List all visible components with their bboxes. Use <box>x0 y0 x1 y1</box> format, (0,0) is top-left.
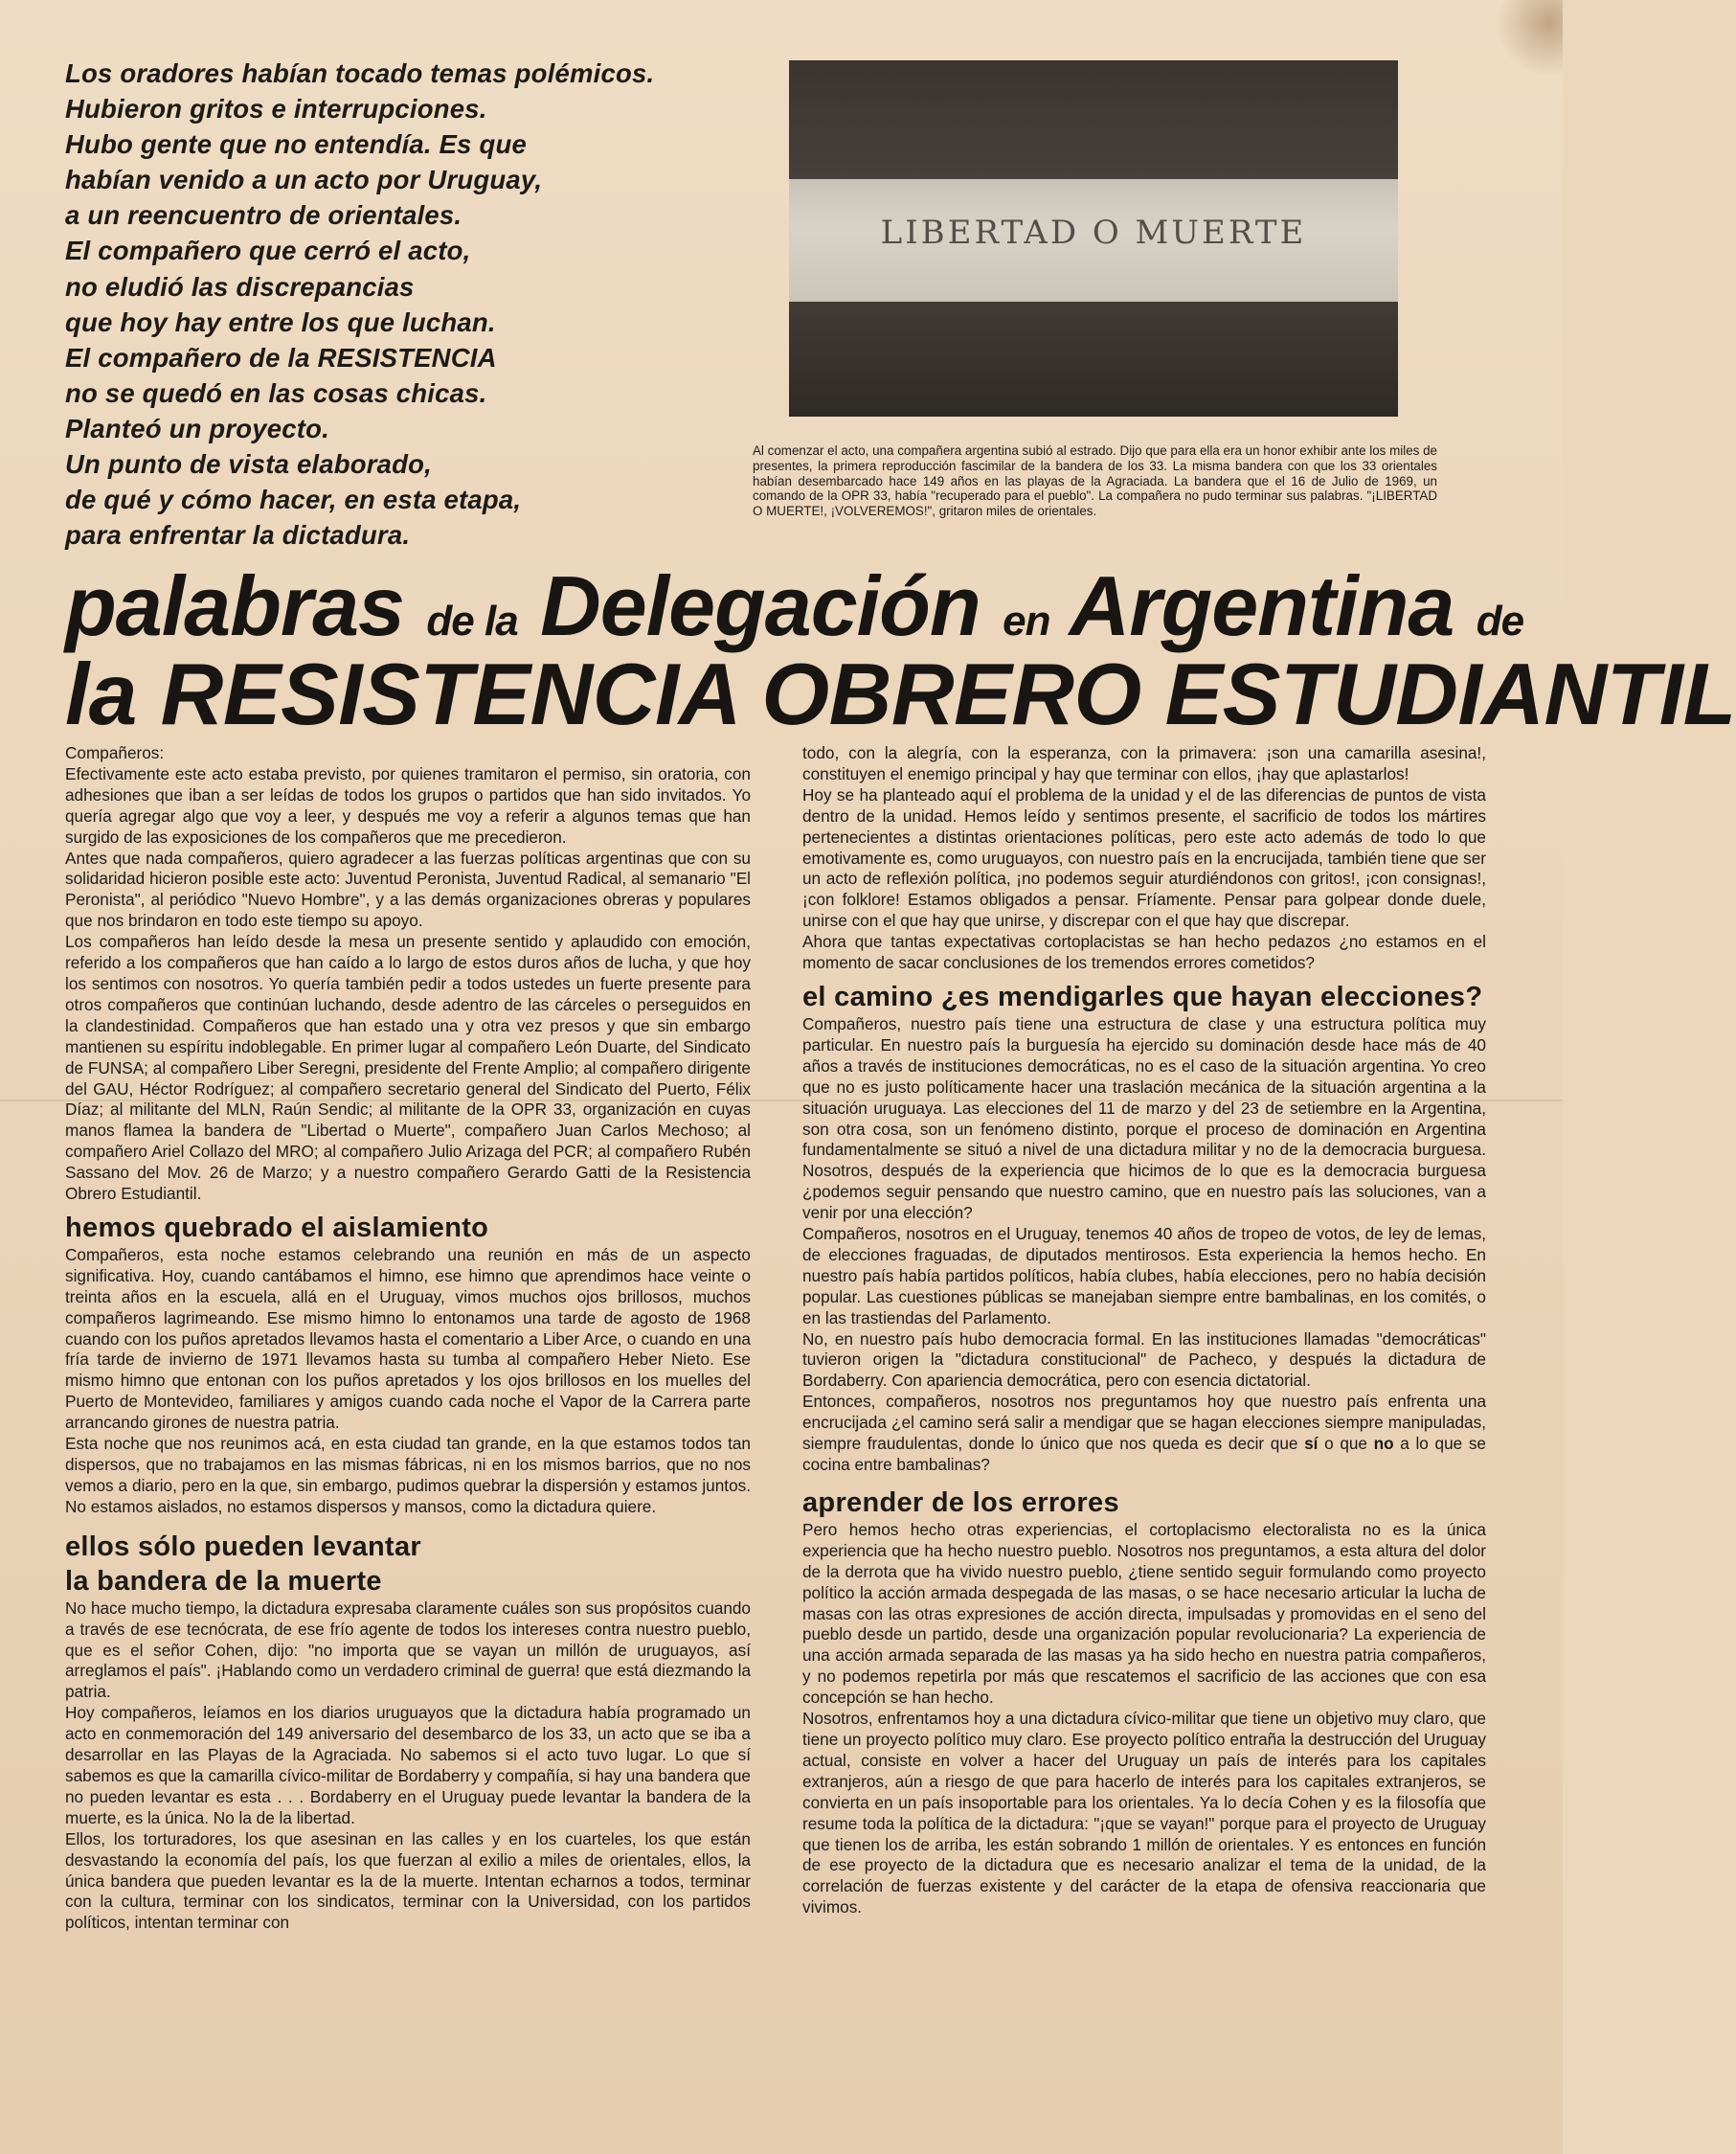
paragraph: Ahora que tantas expectativas cortoplacistas se han hecho pedazos ¿no estamos en el momento de sacar conclusiones de los tremendos errores cometidos? <box>802 932 1486 973</box>
intro-line: de qué y cómo hacer, en esta etapa, <box>65 485 522 515</box>
flag-stripe-bottom <box>789 302 1398 417</box>
text-run-bold: sí <box>1304 1434 1319 1454</box>
paragraph: Los compañeros han leído desde la mesa un presente sentido y aplaudido con emoción, referido a los compañeros que han caído a lo largo de estos duros años de lucha, y que hoy los sentimos con nosotros. Yo quería también pedir a todos ustedes un fuerte presente para otros compañeros que continúan luchando, desde adentro de las cárceles o perseguidos en la clandestinidad. Compañeros que han estado una y otra vez presos y que sin embargo mantienen su espíritu indoblegable. En primer lugar al compañero León Duarte, del Sindicato de FUNSA; al compañero Liber Seregni, presidente del Frente Amplio; al compañero dirigente del GAU, Héctor Rodríguez; al compañero secretario general del Sindicato del Puerto, Félix Díaz; al militante del MLN, Raún Sendic; al militante de la OPR 33, organización en cuyas manos flamea la bandera de "Libertad o Muerte", compañero Juan Carlos Mechoso; al compañero Ariel Collazo del MRO; al compañero Julio Arizaga del PCR; al compañero Rubén Sassano del Mov. 26 de Marzo; y a nuestro compañero Gerardo Gatti de la Resistencia Obrero Estudiantil. <box>65 932 751 1204</box>
paragraph: Esta noche que nos reunimos acá, en esta ciudad tan grande, en la que estamos todos tan dispersos, que no trabajamos en las mismas fábricas, ni en los mismos barrios, que no nos vemos a diario, pero en la que, sin embargo, pudimos quebrar la dispersión y estamos juntos. No estamos aislados, no estamos dispersos y mansos, como la dictadura quiere. <box>65 1434 751 1516</box>
photo-caption: Al comenzar el acto, una compañera argentina subió al estrado. Dijo que para ella era un honor exhibir ante los miles de presentes, la primera reproducción fascimilar de la bandera de los 33. La misma bandera con que los 33 orientales habían desembarcado hace 149 años en las playas de la Agraciada. La bandera que el 16 de Julio de 1969, un comando de la OPR 33, había "recuperado para el pueblo". La compañera no pudo terminar sus palabras. "¡LIBERTAD O MUERTE!, ¡VOLVEREMOS!", gritaron miles de orientales. <box>753 443 1437 519</box>
intro-line: Hubo gente que no entendía. Es que <box>65 129 527 160</box>
headline-word: en <box>1003 598 1050 645</box>
paragraph: Ellos, los torturadores, los que asesinan en las calles y en los cuarteles, los que están desvastando la economía del país, los que fuerzan al exilio a miles de orientales, ellos, la única bandera que pueden levantar es la de la muerte. Intentan echarnos a todos, terminar con la cultura, terminar con los sindicatos, terminar con la Universidad, con los partidos políticos, intentan terminar con <box>65 1828 751 1933</box>
section-heading: la bandera de la muerte <box>65 1565 382 1597</box>
intro-line: no se quedó en las cosas chicas. <box>65 377 487 408</box>
flag-photo <box>789 60 1398 417</box>
paragraph: Hoy se ha planteado aquí el problema de la unidad y el de las diferencias de puntos de vista dentro de la unidad. Hemos leído y sentimos presente, el sacrificio de todos los mártires pertenecientes a distintas orientaciones políticas, pero este acto además de todo lo que emotivamente es, como uruguayos, con nuestro país en la encrucijada, también tiene que ser un acto de reflexión política, ¡no podemos seguir aturdiéndonos con gritos!, ¡con consignas!, ¡con folklore! Estamos obligados a pensar. Fríamente. Pensar para golpear donde duele, unirse con el que hay que unirse, y discrepar con el que hay que discrepar. <box>802 784 1486 931</box>
text-run-bold: no <box>1373 1434 1394 1454</box>
section-heading: el camino ¿es mendigarles que hayan elecciones? <box>802 981 1483 1012</box>
headline-word: Delegación <box>540 558 981 653</box>
section-heading: hemos quebrado el aislamiento <box>65 1212 489 1243</box>
section-heading: ellos sólo pueden levantar <box>65 1530 422 1562</box>
headline-word: Argentina <box>1069 558 1454 653</box>
headline-word: de la <box>426 598 518 645</box>
intro-line: Los oradores habían tocado temas polémicos. <box>65 58 655 88</box>
paragraph: Compañeros, esta noche estamos celebrando una reunión en más de un aspecto significativa. Hoy, cuando cantábamos el himno, ese himno que aprendimos hace veinte o treinta años en la escuela, allá en el Uruguay, vimos muchos ojos brillosos, muchos compañeros lagrimeando. Ese mismo himno lo entonamos una tarde de agosto de 1968 cuando con los puños apretados llevamos hasta el comentario a Liber Arce, o cuando en una fría tarde de invierno de 1971 llevamos hasta su tumba al compañero Heber Nieto. Ese mismo himno que entonan con los puños apretados y los ojos brillosos en los muelles del Puerto de Montevideo, familiares y amigos cuando cada noche el Vapor de la Carrera parte arrancando girones de nuestra patria. <box>65 1244 751 1433</box>
intro-line: Hubieron gritos e interrupciones. <box>65 94 487 125</box>
intro-line: Planteó un proyecto. <box>65 413 329 443</box>
paragraph: Hoy compañeros, leíamos en los diarios uruguayos que la dictadura había programado un acto en conmemoración del 149 aniversario del desembarco de los 33, un acto que se iba a desarrollar en las Playas de la Agraciada. No sabemos si el acto tuvo lugar. Lo que sí sabemos es que la camarilla cívico-militar de Bordaberry y compañía, si hay una bandera que no pueden levantar es esta . . . Bordaberry en el Uruguay puede levantar la bandera de la muerte, es la única. No la de la libertad. <box>65 1703 751 1827</box>
left-column <box>65 743 751 1934</box>
paper-stain <box>1496 0 1563 77</box>
intro-line: para enfrentar la dictadura. <box>65 520 411 551</box>
paragraph: todo, con la alegría, con la esperanza, con la primavera: ¡son una camarilla asesina!, constituyen el enemigo principal y hay que terminar con ellos, ¡hay que aplastarlos! <box>802 743 1486 783</box>
text-run: Entonces, compañeros, nosotros nos preguntamos hoy que nuestro país enfrenta una encrucijada ¿el camino será salir a mendigar que se hagan elecciones siempre manipuladas, siempre fraudulentas, donde lo único que nos queda es decir que <box>802 1392 1486 1454</box>
headline-word: palabras <box>65 558 404 653</box>
paragraph: Pero hemos hecho otras experiencias, el cortoplacismo electoralista no es la única experiencia que ha hecho nuestro pueblo. Nosotros nos preguntamos, a esta altura del dolor de la derrota que ha vivido nuestro pueblo, ¿tiene sentido seguir formulando como proyecto político la acción armada despegada de las masas, o se hace necesario articular la lucha de masas con las otras expresiones de acción directa, impulsadas y promovidas en el seno del pueblo desde un partido, desde una organización popular revolucionaria? La experiencia de una acción armada separada de las masas ya ha sido hecho en nuestra patria compañeros, y no podemos repetirla por más que rescatemos el sacrificio de las acciones que con esa concepción se han hecho. <box>802 1519 1486 1708</box>
paragraph: Nosotros, enfrentamos hoy a una dictadura cívico-militar que tiene un objetivo muy claro, que tiene un proyecto político muy claro. Ese proyecto político entraña la destrucción del Uruguay actual, consiste en volver a hacer del Uruguay un país de interés para los capitales extranjeros, aún a riesgo de que para hacerlo de interés para los capitales extranjeros, se convierta en un país insoportable para los orientales. Ya lo decía Cohen y es la filosofía que resume toda la política de la dictadura: "¡que se vayan!" porque para el proyecto de Uruguay que tienen los de arriba, les están sobrando 1 millón de orientales. Y es entonces en función de ese proyecto de la dictadura que es necesario analizar el tema de la unidad, de la correlación de fuerzas existente y del carácter de la etapa de ofensiva reaccionaria que vivimos. <box>802 1709 1486 1917</box>
paragraph: Antes que nada compañeros, quiero agradecer a las fuerzas políticas argentinas que con su solidaridad hicieron posible este acto: Juventud Peronista, Juventud Radical, al semanario "El Peronista", al periódico "Nuevo Hombre", y a las demás organizaciones obreras y populares que nos brindaron en todo este tiempo su apoyo. <box>65 848 751 931</box>
paragraph <box>802 1392 1486 1476</box>
intro-line: no eludió las discrepancias <box>65 271 415 302</box>
intro-line: a un reencuentro de orientales. <box>65 200 462 231</box>
flag-stripe-top <box>789 60 1398 179</box>
right-column <box>802 743 1486 1918</box>
headline-line-2: la RESISTENCIA OBRERO ESTUDIANTIL <box>65 646 1736 743</box>
paragraph: No, en nuestro país hubo democracia formal. En las instituciones llamadas "democráticas" tuvieron origen la "dictadura constitucional" de Pacheco, y después la dictadura de Bordaberry. Con apariencia democrática, pero con esencia dictatorial. <box>802 1328 1486 1391</box>
paragraph: Compañeros, nuestro país tiene una estructura de clase y una estructura política muy particular. En nuestro país la burguesía ha ejercido su dominación desde hace más de 40 años a través de instituciones democráticas, no es el caso de la situación argentina. Yo creo que no es justo políticamente hacer una traslación mecánica de la situación argentina a la situación uruguaya. Las elecciones del 11 de marzo y del 23 de setiembre en la Argentina, son otra cosa, son un fenómeno distinto, porque el proceso de dominación en Argentina fundamentalmente se situó a nivel de una dictadura militar y no de la democracia burguesa. Nosotros, después de la experiencia que hicimos de lo que es la democracia burguesa ¿podemos seguir pensando que nuestro camino, que en nuestro país las soluciones, van a venir por una elección? <box>802 1013 1486 1223</box>
flag-inscription: LIBERTAD O MUERTE <box>880 214 1307 252</box>
headline-word: de <box>1476 598 1524 645</box>
text-run: o que <box>1318 1434 1374 1454</box>
intro-line: habían venido a un acto por Uruguay, <box>65 165 543 195</box>
intro-line: El compañero de la RESISTENCIA <box>65 342 497 373</box>
paragraph: No hace mucho tiempo, la dictadura expresaba claramente cuáles son sus propósitos cuando a través de ese tecnócrata, de ese frío agente de todos los intereses contra nuestro pueblo, que es el señor Cohen, dijo: "no importa que se vayan un millón de uruguayos, así arreglamos el país". ¡Hablando como un verdadero criminal de guerra! que está diezmando la patria. <box>65 1598 751 1702</box>
paragraph: Compañeros, nosotros en el Uruguay, tenemos 40 años de tropeo de votos, de ley de lemas, de elecciones fraguadas, de diputados mentirosos. Esta experiencia la hemos hecho. En nuestro país había partidos políticos, había clubes, había elecciones, pero no había decisión popular. Las cuestiones públicas se manejaban siempre entre bambalinas, en los comités, o en las trastiendas del Parlamento. <box>802 1224 1486 1327</box>
text-run: a lo que se cocina entre bambalinas? <box>802 1434 1486 1474</box>
intro-line: Un punto de vista elaborado, <box>65 449 432 480</box>
paragraph: Efectivamente este acto estaba previsto, por quienes tramitaron el permiso, sin oratoria, con adhesiones que iban a ser leídas de todos los grupos o partidos que han sido invitados. Yo quería agregar algo que voy a leer, y después me voy a referir a algunos temas que han surgido de las exposiciones de los compañeros que me precedieron. <box>65 763 751 847</box>
section-heading: aprender de los errores <box>802 1486 1119 1518</box>
intro-text <box>65 56 697 553</box>
paragraph: Compañeros: <box>65 743 165 762</box>
intro-line: El compañero que cerró el acto, <box>65 236 471 266</box>
intro-line: que hoy hay entre los que luchan. <box>65 306 496 337</box>
